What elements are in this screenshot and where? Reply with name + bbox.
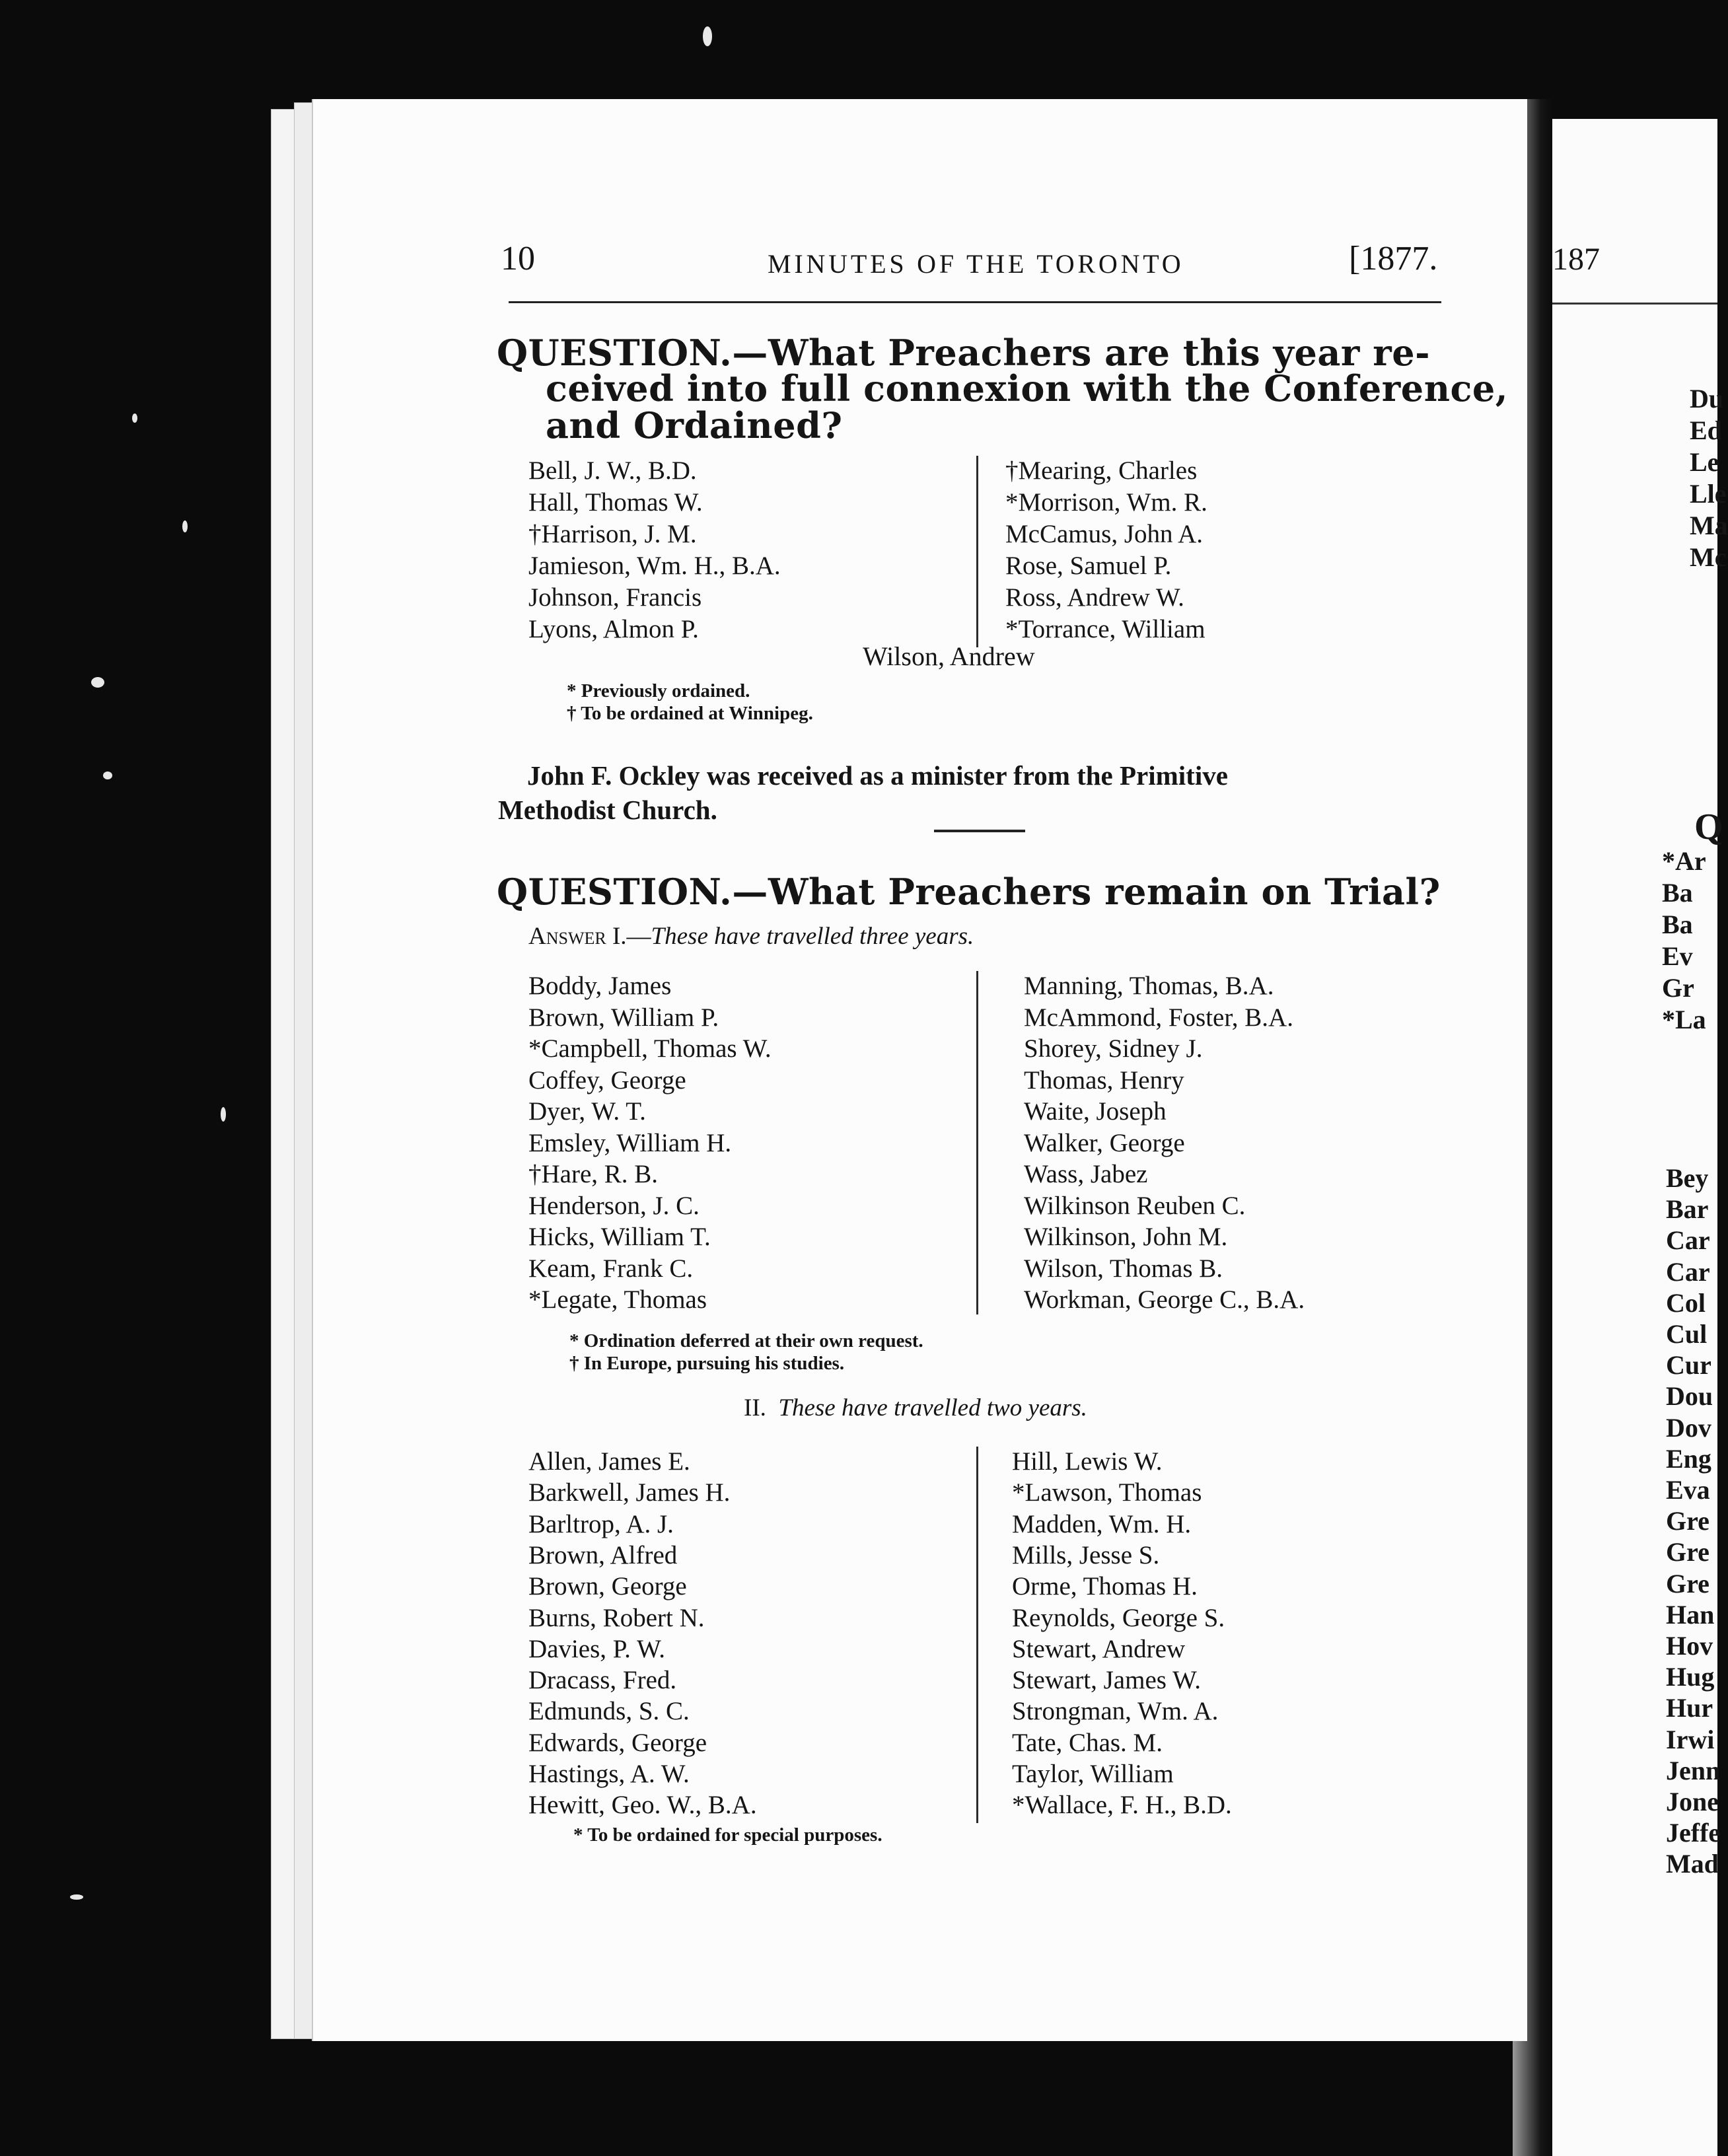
right-page-line: Dov xyxy=(1666,1412,1711,1443)
footnote: † To be ordained at Winnipeg. xyxy=(567,703,813,724)
right-page-line: Hur xyxy=(1666,1693,1713,1723)
preacher-name: Lyons, Almon P. xyxy=(528,615,699,643)
footnote: † In Europe, pursuing his studies. xyxy=(569,1353,845,1374)
right-page-line: Cul xyxy=(1666,1319,1708,1349)
preacher-name: Rose, Samuel P. xyxy=(1005,552,1172,580)
right-page-line: Ev xyxy=(1662,941,1693,971)
preacher-name: *Torrance, William xyxy=(1005,615,1206,643)
book-page xyxy=(312,99,1527,2041)
right-page-rule xyxy=(1552,303,1717,305)
right-page-line: Le xyxy=(1690,447,1719,477)
preacher-name: Brown, Alfred xyxy=(528,1540,678,1569)
preacher-name: *Legate, Thomas xyxy=(528,1285,707,1314)
preacher-name: Workman, George C., B.A. xyxy=(1024,1285,1305,1314)
preacher-name: Reynolds, George S. xyxy=(1012,1603,1225,1632)
preacher-name: Stewart, James W. xyxy=(1012,1666,1201,1695)
scan-speck xyxy=(703,26,712,46)
scan-speck xyxy=(91,677,104,688)
footnote: * Previously ordained. xyxy=(567,680,750,701)
question-1-line-1: QUESTION.—What Preachers are this year re- xyxy=(497,332,1431,374)
preacher-name: Davies, P. W. xyxy=(528,1634,665,1663)
answer-2-heading xyxy=(744,1394,1087,1422)
section-separator xyxy=(934,830,1025,832)
right-page-question-fragment: Q xyxy=(1694,807,1723,847)
preacher-name: Dracass, Fred. xyxy=(528,1666,677,1695)
preacher-name: Ross, Andrew W. xyxy=(1005,583,1184,612)
right-page-line: Ma xyxy=(1690,511,1728,540)
column-divider xyxy=(976,971,978,1314)
preacher-name: Shorey, Sidney J. xyxy=(1024,1034,1203,1063)
preacher-name: Jamieson, Wm. H., B.A. xyxy=(528,552,781,580)
right-page-line: Du xyxy=(1690,384,1724,413)
preacher-name: Edmunds, S. C. xyxy=(528,1697,690,1726)
preacher-name: Allen, James E. xyxy=(528,1447,690,1476)
right-page-line: Irwi xyxy=(1666,1724,1715,1754)
scan-speck xyxy=(221,1107,226,1122)
right-page-line: Jenn xyxy=(1666,1755,1721,1785)
right-page-line: Eva xyxy=(1666,1475,1710,1505)
preacher-name: †Harrison, J. M. xyxy=(528,520,697,548)
right-page-line: Jeffe xyxy=(1666,1818,1721,1848)
right-page-line: *Ar xyxy=(1662,846,1706,876)
right-page-line: Col xyxy=(1666,1287,1706,1318)
right-page-line: Gr xyxy=(1662,973,1694,1003)
preacher-name: Boddy, James xyxy=(528,972,672,1000)
preacher-name: Hicks, William T. xyxy=(528,1223,711,1251)
right-page-header: 187 xyxy=(1552,242,1600,277)
preacher-name: Waite, Joseph xyxy=(1024,1097,1167,1126)
column-divider xyxy=(976,1447,978,1823)
question-2: QUESTION.—What Preachers remain on Trial? xyxy=(497,871,1441,913)
preacher-name: *Lawson, Thomas xyxy=(1012,1478,1202,1507)
answer-1-text: These have travelled three years. xyxy=(651,923,974,950)
right-page-line: Cur xyxy=(1666,1350,1711,1381)
answer-2-text: These have travelled two years. xyxy=(778,1394,1087,1421)
right-page-line: Bey xyxy=(1666,1163,1709,1193)
right-page-line: Lle xyxy=(1690,479,1727,509)
preacher-name: *Campbell, Thomas W. xyxy=(528,1034,772,1063)
right-page-line: Mad xyxy=(1666,1849,1719,1879)
preacher-name: Emsley, William H. xyxy=(528,1128,732,1157)
footnote: * Ordination deferred at their own request. xyxy=(569,1330,923,1351)
answer-1-label: Answer I.— xyxy=(528,923,651,950)
preacher-name: Barltrop, A. J. xyxy=(528,1509,674,1538)
preacher-name: Strongman, Wm. A. xyxy=(1012,1697,1219,1726)
preacher-name: Henderson, J. C. xyxy=(528,1191,700,1220)
group-2-note: * To be ordained for special purposes. xyxy=(573,1824,882,1846)
right-page-line: Han xyxy=(1666,1599,1715,1630)
header-rule xyxy=(509,301,1441,303)
preacher-name: Walker, George xyxy=(1024,1128,1185,1157)
preacher-name: Manning, Thomas, B.A. xyxy=(1024,972,1274,1000)
scan-speck xyxy=(182,521,188,532)
preacher-name: Hewitt, Geo. W., B.A. xyxy=(528,1791,757,1820)
preacher-name: Tate, Chas. M. xyxy=(1012,1728,1163,1757)
preacher-name: Dyer, W. T. xyxy=(528,1097,646,1126)
preacher-name: Mills, Jesse S. xyxy=(1012,1540,1160,1569)
page-number: 10 xyxy=(501,240,535,277)
preacher-name: Wass, Jabez xyxy=(1024,1160,1148,1188)
preacher-name: Madden, Wm. H. xyxy=(1012,1509,1192,1538)
preacher-name: Thomas, Henry xyxy=(1024,1065,1184,1095)
preacher-name: Hastings, A. W. xyxy=(528,1760,690,1788)
right-page-line: *La xyxy=(1662,1005,1706,1034)
preacher-name: Keam, Frank C. xyxy=(528,1254,694,1283)
right-page-line: Gre xyxy=(1666,1537,1710,1567)
center-name: Wilson, Andrew xyxy=(863,641,1035,671)
right-page-line: Gre xyxy=(1666,1568,1710,1599)
preacher-name: Edwards, George xyxy=(528,1728,707,1757)
scan-speck xyxy=(103,772,112,779)
right-page-line: Jone xyxy=(1666,1787,1719,1816)
column-divider xyxy=(976,456,978,647)
preacher-name: Bell, J. W., B.D. xyxy=(528,456,697,485)
paragraph-line-2: Methodist Church. xyxy=(498,795,717,825)
preacher-name: Wilson, Thomas B. xyxy=(1024,1254,1223,1283)
right-page-line: Eng xyxy=(1666,1443,1711,1474)
right-page-line: Car xyxy=(1666,1225,1710,1256)
right-page-line: Gre xyxy=(1666,1506,1710,1536)
preacher-name: Burns, Robert N. xyxy=(528,1603,705,1632)
preacher-name: McCamus, John A. xyxy=(1005,520,1204,548)
preacher-name: Taylor, William xyxy=(1012,1760,1174,1788)
preacher-name: Orme, Thomas H. xyxy=(1012,1572,1198,1601)
preacher-name: Brown, William P. xyxy=(528,1003,719,1032)
preacher-name: Wilkinson Reuben C. xyxy=(1024,1191,1246,1220)
preacher-name: McAmmond, Foster, B.A. xyxy=(1024,1003,1293,1032)
preacher-name: Johnson, Francis xyxy=(528,583,702,612)
question-1-line-3: and Ordained? xyxy=(546,404,843,447)
preacher-name: Coffey, George xyxy=(528,1065,686,1095)
right-page-line: Dou xyxy=(1666,1381,1713,1412)
preacher-name: Brown, George xyxy=(528,1572,687,1601)
right-page-line: Mc xyxy=(1690,542,1727,572)
answer-2-label: II. xyxy=(744,1394,766,1421)
preacher-name: †Mearing, Charles xyxy=(1005,456,1198,485)
preacher-name: *Morrison, Wm. R. xyxy=(1005,488,1207,517)
answer-1-heading xyxy=(528,922,974,951)
right-page-line: Hug xyxy=(1666,1662,1715,1692)
question-1-line-2: ceived into full connexion with the Conference, xyxy=(546,367,1509,410)
right-page-fragment xyxy=(1552,119,1728,2156)
running-title: MINUTES OF THE TORONTO xyxy=(768,249,1184,279)
right-page-line: Ba xyxy=(1662,910,1693,939)
preacher-name: †Hare, R. B. xyxy=(528,1160,659,1188)
preacher-name: Stewart, Andrew xyxy=(1012,1634,1186,1663)
scan-speck xyxy=(132,413,137,423)
preacher-name: Hall, Thomas W. xyxy=(528,488,703,517)
right-page-line: Ba xyxy=(1662,878,1693,908)
right-page-line: Hov xyxy=(1666,1631,1713,1661)
scan-speck xyxy=(70,1894,83,1900)
preacher-name: Barkwell, James H. xyxy=(528,1478,731,1507)
preacher-name: Wilkinson, John M. xyxy=(1024,1223,1228,1251)
page-year: [1877. xyxy=(1349,240,1438,277)
paragraph-line-1: John F. Ockley was received as a minister from the Primitive xyxy=(527,760,1228,791)
right-page-line: Bar xyxy=(1666,1194,1709,1225)
right-page-line: Ed xyxy=(1690,415,1722,445)
preacher-name: *Wallace, F. H., B.D. xyxy=(1012,1791,1232,1820)
preacher-name: Hill, Lewis W. xyxy=(1012,1447,1163,1476)
right-page-line: Car xyxy=(1666,1256,1710,1287)
